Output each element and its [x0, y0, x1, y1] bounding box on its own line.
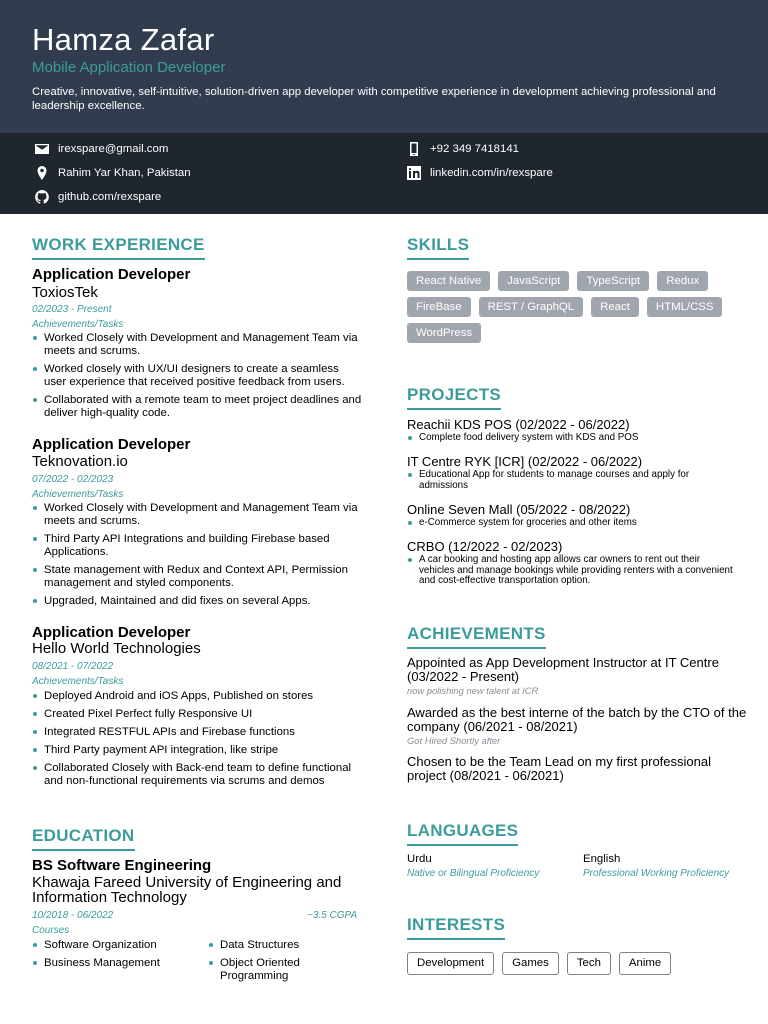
location-text: Rahim Yar Khan, Pakistan — [58, 167, 191, 179]
job-date: 07/2022 - 02/2023 — [32, 474, 114, 485]
education-gpa: ~3.5 CGPA — [307, 910, 358, 921]
list-item: Data Structures — [208, 939, 358, 952]
resume-header — [0, 0, 768, 133]
achievement-note: Got Hired Shortly after — [407, 735, 501, 746]
linkedin-text: linkedin.com/in/rexspare — [430, 167, 553, 179]
skills-list — [407, 271, 747, 343]
skills-heading: SKILLS — [407, 235, 469, 260]
project-title: IT Centre RYK [ICR] (02/2022 - 06/2022) — [407, 454, 643, 469]
skill-tag: HTML/CSS — [647, 297, 723, 317]
list-item: Worked Closely with Development and Management Team via meets and scrums. — [32, 502, 364, 528]
skill-tag: Redux — [657, 271, 708, 291]
github-text: github.com/rexspare — [58, 191, 162, 203]
job-title: Application Developer — [32, 624, 191, 641]
job-date: 02/2023 - Present — [32, 304, 112, 315]
languages-heading: LANGUAGES — [407, 821, 518, 846]
list-item: Created Pixel Perfect fully Responsive UI — [32, 708, 364, 721]
job-company: Teknovation.io — [32, 453, 128, 470]
achievement-note: now polishing new talent at ICR — [407, 685, 539, 696]
phone-icon — [406, 141, 422, 157]
phone-text: +92 349 7418141 — [430, 143, 520, 155]
job-title: Application Developer — [32, 436, 191, 453]
interests-list — [407, 952, 671, 975]
achievement-title: Awarded as the best interne of the batch by the CTO of the company (06/2021 - 08/2021) — [407, 705, 747, 734]
skill-tag: TypeScript — [577, 271, 649, 291]
location-pin-icon — [34, 165, 50, 181]
contact-github[interactable] — [34, 189, 161, 205]
job-task-list — [32, 502, 364, 613]
interest-tag: Anime — [619, 952, 671, 975]
achievements-heading: ACHIEVEMENTS — [407, 624, 546, 649]
interests-heading: INTERESTS — [407, 915, 505, 940]
skill-tag: React Native — [407, 271, 490, 291]
contact-email[interactable] — [34, 141, 168, 157]
list-item: Collaborated Closely with Back-end team to define functional and non-functional requirements via scrums and demos — [32, 762, 364, 788]
achievement-title: Chosen to be the Team Lead on my first professional project (08/2021 - 06/2021) — [407, 754, 711, 783]
interest-tag: Games — [502, 952, 559, 975]
list-item: Third Party payment API integration, like stripe — [32, 744, 364, 757]
list-item: Object Oriented Programming — [208, 957, 358, 983]
job-date: 08/2021 - 07/2022 — [32, 661, 114, 672]
project-desc — [407, 518, 737, 529]
list-item: Integrated RESTFUL APIs and Firebase functions — [32, 726, 364, 739]
skill-tag: JavaScript — [498, 271, 569, 291]
work-experience-heading: WORK EXPERIENCE — [32, 235, 205, 260]
contact-phone[interactable] — [406, 141, 519, 157]
list-item: Educational App for students to manage courses and apply for admissions — [407, 470, 737, 491]
project-title: Online Seven Mall (05/2022 - 08/2022) — [407, 502, 631, 517]
skill-tag: React — [591, 297, 639, 317]
envelope-icon — [34, 141, 50, 157]
summary-text: Creative, innovative, self-intuitive, solution-driven app developer with competitive experience in development achieving professional and leadership excellence. — [32, 86, 716, 112]
candidate-role: Mobile Application Developer — [32, 59, 226, 76]
education-heading: EDUCATION — [32, 826, 135, 851]
list-item: Worked Closely with Development and Management Team via meets and scrums. — [32, 332, 364, 358]
list-item: Collaborated with a remote team to meet project deadlines and deliver high-quality code. — [32, 394, 364, 420]
list-item: State management with Redux and Context API, Permission management and styled components. — [32, 564, 364, 590]
job-tasks-label: Achievements/Tasks — [32, 676, 124, 687]
list-item: Software Organization — [32, 939, 192, 952]
list-item: Third Party API Integrations and building Firebase based Applications. — [32, 533, 364, 559]
courses-list-right — [208, 939, 358, 988]
skill-tag: WordPress — [407, 323, 481, 343]
school-name: Khawaja Fareed University of Engineering and Information Technology — [32, 874, 342, 906]
language-name: Urdu — [407, 853, 432, 865]
degree-title: BS Software Engineering — [32, 857, 212, 874]
list-item: e-Commerce system for groceries and other items — [407, 518, 737, 529]
list-item: A car booking and hosting app allows car owners to rent out their vehicles and manage bookings while providing renters with a convenient and cost-effective transportation option. — [407, 555, 737, 587]
job-title: Application Developer — [32, 266, 191, 283]
contact-location — [34, 165, 191, 181]
project-desc — [407, 555, 737, 587]
email-text: irexspare@gmail.com — [58, 143, 169, 155]
interest-tag: Tech — [567, 952, 611, 975]
skill-tag: REST / GraphQL — [479, 297, 584, 317]
interest-tag: Development — [407, 952, 494, 975]
language-level: Native or Bilingual Proficiency — [407, 868, 540, 879]
language-level: Professional Working Proficiency — [583, 868, 730, 879]
job-tasks-label: Achievements/Tasks — [32, 319, 124, 330]
courses-label: Courses — [32, 925, 70, 936]
job-company: ToxiosTek — [32, 284, 98, 301]
github-icon — [34, 189, 50, 205]
project-desc — [407, 433, 737, 444]
list-item: Deployed Android and iOS Apps, Published on stores — [32, 690, 364, 703]
achievement-title: Appointed as App Development Instructor at IT Centre (03/2022 - Present) — [407, 655, 719, 684]
project-title: CRBO (12/2022 - 02/2023) — [407, 539, 563, 554]
language-name: English — [583, 853, 621, 865]
linkedin-icon — [406, 165, 422, 181]
contact-bar — [0, 133, 768, 214]
contact-linkedin[interactable] — [406, 165, 553, 181]
skill-tag: FireBase — [407, 297, 471, 317]
projects-heading: PROJECTS — [407, 385, 501, 410]
education-date: 10/2018 - 06/2022 — [32, 910, 114, 921]
list-item: Upgraded, Maintained and did fixes on several Apps. — [32, 595, 364, 608]
project-title: Reachii KDS POS (02/2022 - 06/2022) — [407, 417, 630, 432]
job-company: Hello World Technologies — [32, 640, 201, 657]
project-desc — [407, 470, 737, 491]
list-item: Complete food delivery system with KDS and POS — [407, 433, 737, 444]
courses-list-left — [32, 939, 192, 975]
list-item: Business Management — [32, 957, 192, 970]
list-item: Worked closely with UX/UI designers to create a seamless user experience that received positive feedback from users. — [32, 363, 364, 389]
job-task-list — [32, 332, 364, 425]
job-task-list — [32, 690, 364, 793]
job-tasks-label: Achievements/Tasks — [32, 489, 124, 500]
candidate-name: Hamza Zafar — [32, 22, 215, 57]
